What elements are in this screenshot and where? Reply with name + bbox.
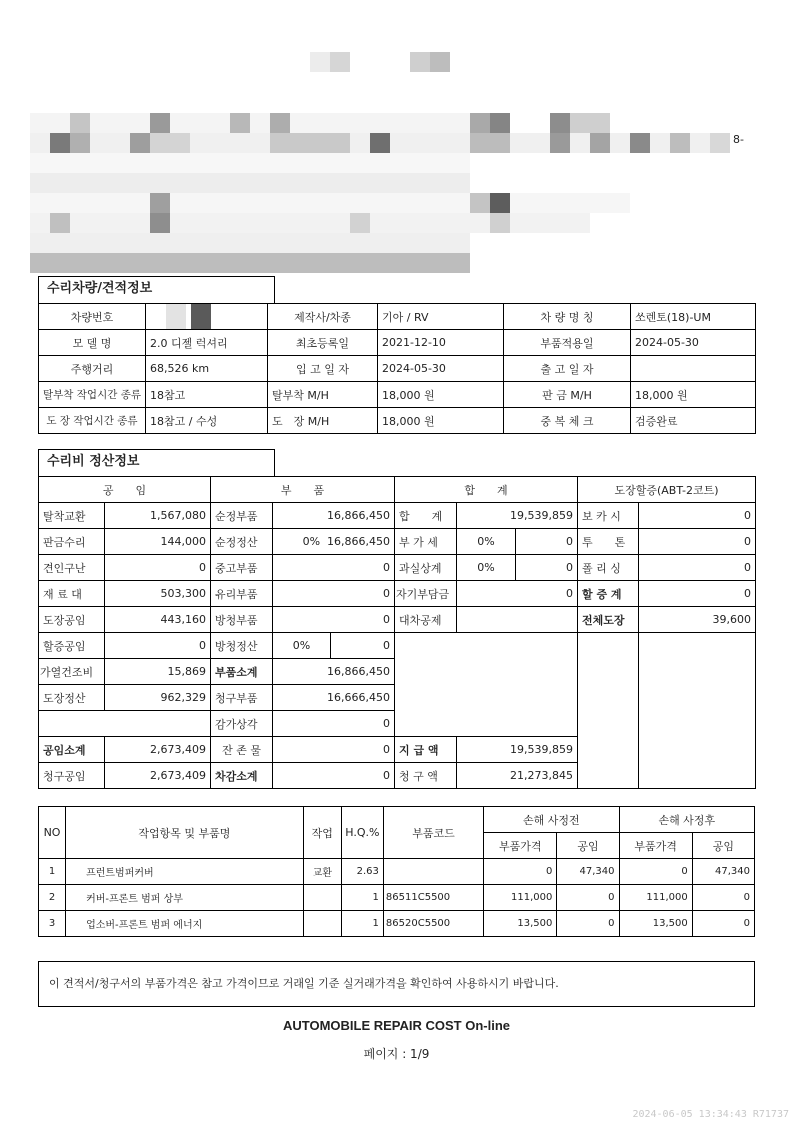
- vehicle-info-table: [38, 303, 756, 434]
- empty-cell: [39, 711, 211, 737]
- col-header-hq: H.Q.%: [341, 807, 383, 859]
- vehicle-value-cell: 18참고 / 수성: [146, 408, 268, 434]
- labor-label: 도장정산: [39, 685, 105, 711]
- work-items-table: [38, 806, 755, 937]
- vehicle-label-cell: 차 량 명 칭: [504, 304, 631, 330]
- paint-label: 폴 리 싱: [578, 555, 639, 581]
- totals-value: 0: [516, 529, 578, 555]
- parts-label: 부품소계: [211, 659, 273, 685]
- payment-label: 지 급 액: [395, 737, 457, 763]
- totals-label: 자기부담금: [395, 581, 457, 607]
- totals-value: [457, 607, 578, 633]
- labor-value: 503,300: [105, 581, 211, 607]
- parts-value: 0: [273, 737, 395, 763]
- totals-value: 0: [457, 581, 578, 607]
- table-row: [39, 477, 756, 503]
- vehicle-label-cell: 출 고 일 자: [504, 356, 631, 382]
- item-hq: 1: [341, 911, 383, 937]
- table-row: [39, 330, 756, 356]
- vehicle-label-cell: 부품적용일: [504, 330, 631, 356]
- item-hq: 1: [341, 885, 383, 911]
- vehicle-value-cell: 기아 / RV: [378, 304, 504, 330]
- table-row: [39, 859, 755, 885]
- labor-value: 0: [105, 633, 211, 659]
- print-timestamp: 2024-06-05 13:34:43 R71737: [632, 1109, 789, 1120]
- item-name: 커버-프론트 범퍼 상부: [66, 885, 304, 911]
- item-labor-after: 47,340: [692, 859, 754, 885]
- payment-value: 19,539,859: [457, 737, 578, 763]
- item-no: 3: [39, 911, 66, 937]
- labor-value: 443,160: [105, 607, 211, 633]
- vehicle-label-cell: 차량번호: [39, 304, 146, 330]
- col-header-item: 작업항목 및 부품명: [66, 807, 304, 859]
- item-code: 86520C5500: [383, 911, 483, 937]
- col-header-no: NO: [39, 807, 66, 859]
- vehicle-value-cell: 검증완료: [631, 408, 756, 434]
- item-code: [383, 859, 483, 885]
- parts-label: 방청부품: [211, 607, 273, 633]
- labor-value: 1,567,080: [105, 503, 211, 529]
- vehicle-value-cell: 쏘렌토(18)-UM: [631, 304, 756, 330]
- paint-label: 보 카 시: [578, 503, 639, 529]
- vehicle-label-cell: 중 복 체 크: [504, 408, 631, 434]
- item-parts-before: 111,000: [484, 885, 557, 911]
- col-header-before: 손해 사정전: [484, 807, 619, 833]
- table-row: [39, 911, 755, 937]
- parts-rate: 0%: [302, 535, 321, 548]
- item-labor-before: 47,340: [557, 859, 619, 885]
- table-row: [39, 304, 756, 330]
- empty-block: [578, 633, 639, 789]
- vehicle-value-cell: 18,000 원: [631, 382, 756, 408]
- totals-rate: 0%: [457, 555, 516, 581]
- item-labor-after: 0: [692, 885, 754, 911]
- table-row: [39, 885, 755, 911]
- parts-label: 차감소계: [211, 763, 273, 789]
- item-parts-after: 13,500: [619, 911, 692, 937]
- item-parts-after: 0: [619, 859, 692, 885]
- vehicle-value-cell: 2021-12-10: [378, 330, 504, 356]
- table-row: [39, 607, 756, 633]
- parts-value: 0: [273, 581, 395, 607]
- parts-label: 방청정산: [211, 633, 273, 659]
- vehicle-value-cell: 68,526 km: [146, 356, 268, 382]
- labor-label: 판금수리: [39, 529, 105, 555]
- vehicle-label-cell: 도 장 작업시간 종류: [39, 408, 146, 434]
- table-row: [39, 633, 756, 659]
- vehicle-value-cell: [631, 356, 756, 382]
- parts-value: 0: [273, 607, 395, 633]
- labor-value: 962,329: [105, 685, 211, 711]
- col-header-parts-price: 부품가격: [619, 833, 692, 859]
- paint-label: 전체도장: [578, 607, 639, 633]
- totals-label: 부 가 세: [395, 529, 457, 555]
- empty-block: [395, 633, 578, 737]
- page-number: 페이지 : 1/9: [363, 1047, 430, 1061]
- parts-label: 청구부품: [211, 685, 273, 711]
- table-row: [39, 408, 756, 434]
- parts-rate: 0%: [273, 633, 331, 659]
- parts-value: 16,866,450: [273, 503, 395, 529]
- labor-label: 공임소계: [39, 737, 105, 763]
- labor-label: 재 료 대: [39, 581, 105, 607]
- item-hq: 2.63: [341, 859, 383, 885]
- labor-label: 청구공임: [39, 763, 105, 789]
- table-row: [39, 356, 756, 382]
- paint-label: 할 증 계: [578, 581, 639, 607]
- payment-value: 21,273,845: [457, 763, 578, 789]
- vehicle-label-cell: 제작사/차종: [268, 304, 378, 330]
- item-work: 교환: [303, 859, 341, 885]
- labor-label: 도장공임: [39, 607, 105, 633]
- vehicle-label-cell: 모 델 명: [39, 330, 146, 356]
- parts-label: 순정부품: [211, 503, 273, 529]
- parts-label: 순정정산: [211, 529, 273, 555]
- paint-value: 0: [639, 503, 756, 529]
- paint-label: 투 톤: [578, 529, 639, 555]
- cost-settlement-table: [38, 476, 756, 789]
- plate-number-redacted: [146, 304, 268, 330]
- parts-value: 0: [273, 711, 395, 737]
- totals-header: 합 계: [395, 477, 578, 503]
- item-no: 2: [39, 885, 66, 911]
- totals-rate: 0%: [457, 529, 516, 555]
- vehicle-value-cell: 2024-05-30: [631, 330, 756, 356]
- parts-value: 0: [273, 555, 395, 581]
- totals-label: 합 계: [395, 503, 457, 529]
- vehicle-value-cell: 18참고: [146, 382, 268, 408]
- vehicle-label-cell: 탈부착 작업시간 종류: [39, 382, 146, 408]
- table-row: [39, 581, 756, 607]
- paint-surcharge-header: 도장할증(ABT-2코트): [578, 477, 756, 503]
- vehicle-label-cell: 입 고 일 자: [268, 356, 378, 382]
- labor-label: 가열건조비: [39, 659, 105, 685]
- table-row: [39, 382, 756, 408]
- table-row: [39, 807, 755, 833]
- vehicle-value-cell: 2.0 디젤 럭셔리: [146, 330, 268, 356]
- labor-label: 탈착교환: [39, 503, 105, 529]
- labor-value: 15,869: [105, 659, 211, 685]
- item-parts-before: 13,500: [484, 911, 557, 937]
- item-name: 업소버-프론트 범퍼 에너지: [66, 911, 304, 937]
- payment-label: 청 구 액: [395, 763, 457, 789]
- totals-value: 0: [516, 555, 578, 581]
- col-header-labor: 공임: [557, 833, 619, 859]
- parts-value: 0: [331, 633, 395, 659]
- parts-amount: 16,866,450: [327, 535, 391, 548]
- footer-title: AUTOMOBILE REPAIR COST On-line: [282, 1018, 511, 1033]
- vehicle-value-cell: 18,000 원: [378, 408, 504, 434]
- parts-label: 중고부품: [211, 555, 273, 581]
- labor-label: 할증공임: [39, 633, 105, 659]
- parts-label: 감가상각: [211, 711, 273, 737]
- col-header-work: 작업: [303, 807, 341, 859]
- price-notice: 이 견적서/청구서의 부품가격은 참고 가격이므로 거래일 기준 실거래가격을 확인하여 사용하시기 바랍니다.: [38, 961, 755, 1007]
- labor-value: 2,673,409: [105, 737, 211, 763]
- item-no: 1: [39, 859, 66, 885]
- parts-header: 부 품: [211, 477, 395, 503]
- totals-value: 19,539,859: [457, 503, 578, 529]
- totals-label: 대차공제: [395, 607, 457, 633]
- paint-value: 0: [639, 581, 756, 607]
- col-header-after: 손해 사정후: [619, 807, 754, 833]
- labor-header: 공 임: [39, 477, 211, 503]
- item-parts-before: 0: [484, 859, 557, 885]
- table-row: [39, 555, 756, 581]
- labor-value: 2,673,409: [105, 763, 211, 789]
- cost-section-title: 수리비 정산정보: [38, 449, 275, 476]
- col-header-labor: 공임: [692, 833, 754, 859]
- vehicle-value-cell: 2024-05-30: [378, 356, 504, 382]
- vehicle-label-cell: 주행거리: [39, 356, 146, 382]
- labor-value: 0: [105, 555, 211, 581]
- item-labor-before: 0: [557, 911, 619, 937]
- parts-value: 16,666,450: [273, 685, 395, 711]
- col-header-parts-price: 부품가격: [484, 833, 557, 859]
- item-labor-before: 0: [557, 885, 619, 911]
- parts-value: 16,866,450: [273, 659, 395, 685]
- parts-label: 잔 존 물: [211, 737, 273, 763]
- item-work: [303, 885, 341, 911]
- vehicle-label-cell: 최초등록일: [268, 330, 378, 356]
- item-labor-after: 0: [692, 911, 754, 937]
- parts-value: [273, 529, 395, 555]
- vehicle-value-cell: 18,000 원: [378, 382, 504, 408]
- table-row: [39, 503, 756, 529]
- paint-value: 0: [639, 555, 756, 581]
- vehicle-label-cell: 판 금 M/H: [504, 382, 631, 408]
- col-header-code: 부품코드: [383, 807, 483, 859]
- header-fragment: 8-: [733, 133, 744, 146]
- labor-label: 견인구난: [39, 555, 105, 581]
- vehicle-section-title: 수리차량/견적정보: [38, 276, 275, 303]
- totals-label: 과실상계: [395, 555, 457, 581]
- table-row: [39, 529, 756, 555]
- item-code: 86511C5500: [383, 885, 483, 911]
- paint-value: 0: [639, 529, 756, 555]
- parts-label: 유리부품: [211, 581, 273, 607]
- paint-value: 39,600: [639, 607, 756, 633]
- empty-block: [639, 633, 756, 789]
- parts-value: 0: [273, 763, 395, 789]
- item-parts-after: 111,000: [619, 885, 692, 911]
- item-work: [303, 911, 341, 937]
- labor-value: 144,000: [105, 529, 211, 555]
- vehicle-label-cell: 도 장 M/H: [268, 408, 378, 434]
- vehicle-label-cell: 탈부착 M/H: [268, 382, 378, 408]
- item-name: 프런트범퍼커버: [66, 859, 304, 885]
